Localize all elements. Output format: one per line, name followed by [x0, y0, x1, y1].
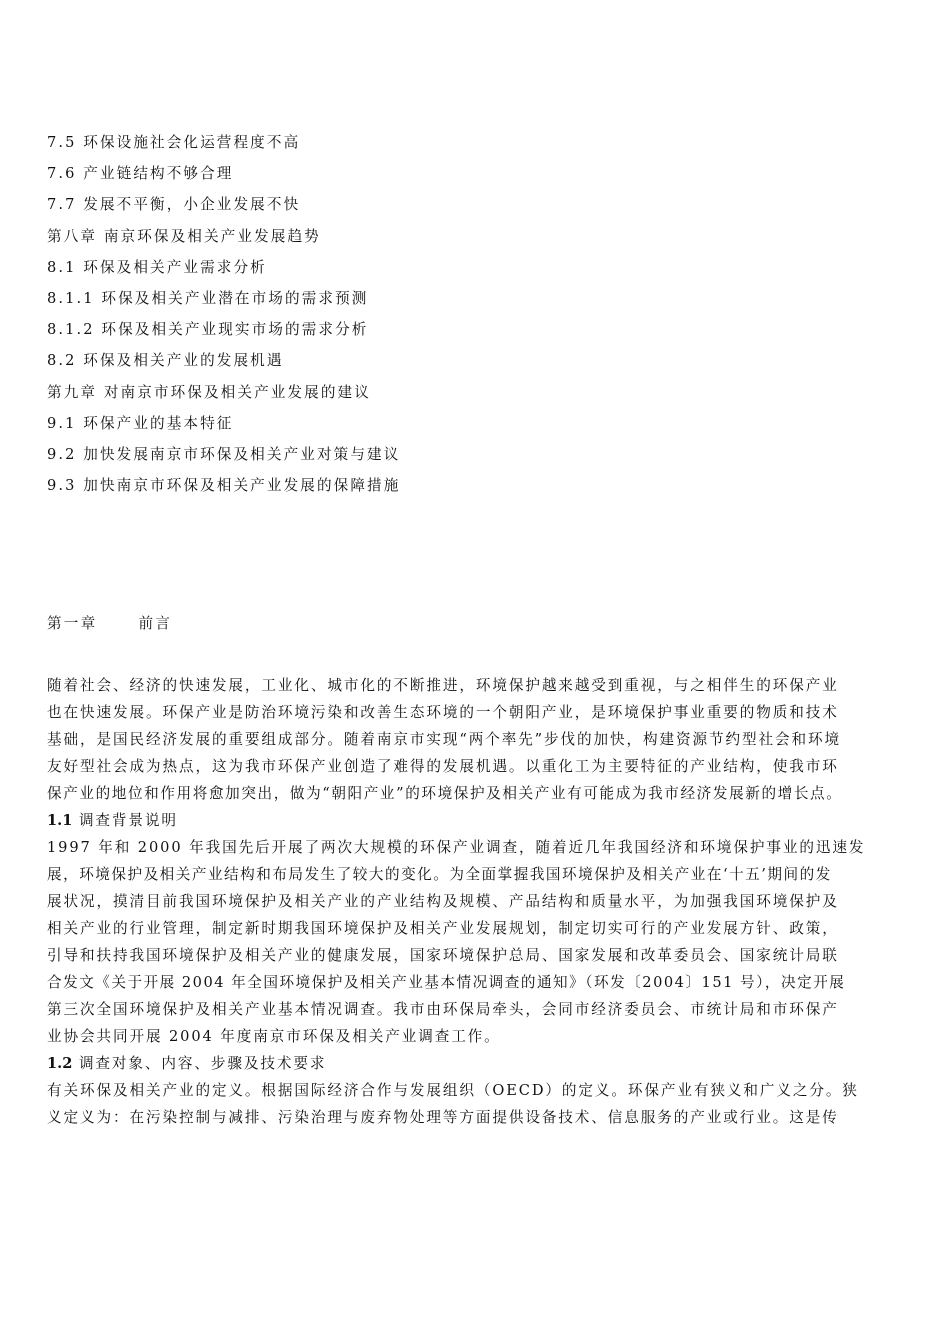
toc-item: 8.2 环保及相关产业的发展机遇 — [47, 352, 284, 370]
toc-item: 第九章 对南京市环保及相关产业发展的建议 — [47, 383, 371, 401]
toc-item: 7.7 发展不平衡，小企业发展不快 — [47, 196, 301, 214]
toc-item: 8.1 环保及相关产业需求分析 — [47, 258, 267, 276]
paragraph-line: 展，环境保护及相关产业结构和布局发生了较大的变化。为全面掌握我国环境保护及相关产业在‘十五’期间的发 — [47, 866, 832, 883]
toc-item: 9.2 加快发展南京市环保及相关产业对策与建议 — [47, 445, 401, 463]
paragraph-line: 业协会共同开展 2004 年度南京市环保及相关产业调查工作。 — [47, 1028, 501, 1045]
paragraph-line: 基础，是国民经济发展的重要组成部分。随着南京市实现“两个率先”步伐的加快，构建资源节约型社会和环境 — [47, 731, 841, 748]
section-number: 1.2 — [47, 1055, 73, 1072]
paragraph-line: 相关产业的行业管理，制定新时期我国环境保护及相关产业发展规划，制定切实可行的产业发展方针、政策， — [47, 920, 839, 937]
toc-item: 第八章 南京环保及相关产业发展趋势 — [47, 227, 321, 245]
section-heading — [47, 1052, 935, 1079]
paragraph-line: 义定义为：在污染控制与减排、污染治理与废弃物处理等方面提供设备技术、信息服务的产业或行业。这是传 — [47, 1109, 839, 1126]
toc-item: 7.6 产业链结构不够合理 — [47, 165, 234, 183]
toc-item: 8.1.1 环保及相关产业潜在市场的需求预测 — [47, 289, 369, 307]
paragraph-line: 第三次全国环境保护及相关产业基本情况调查。我市由环保局牵头，会同市经济委员会、市统计局和市环保产 — [47, 1001, 839, 1018]
paragraph-line: 有关环保及相关产业的定义。根据国际经济合作与发展组织（OECD）的定义。环保产业有狭义和广义之分。狭 — [47, 1082, 859, 1099]
chapter-title: 前言 — [138, 615, 173, 632]
section-paragraph — [47, 836, 935, 1052]
chapter-label: 第一章 — [47, 615, 98, 632]
table-of-contents — [47, 131, 400, 505]
paragraph-line: 保产业的地位和作用将愈加突出，做为“朝阳产业”的环境保护及相关产业有可能成为我市经济发展新的增长点。 — [47, 785, 843, 802]
paragraph-line: 随着社会、经济的快速发展，工业化、城市化的不断推进，环境保护越来越受到重视，与之相伴生的环保产业 — [47, 677, 839, 694]
toc-item: 7.5 环保设施社会化运营程度不高 — [47, 134, 301, 151]
section-paragraph — [47, 1079, 935, 1133]
chapter-body — [47, 674, 935, 1133]
paragraph-line: 合发文《关于开展 2004 年全国环境保护及相关产业基本情况调查的通知》（环发〔2004〕151 号），决定开展 — [47, 974, 846, 991]
section-title: 调查对象、内容、步骤及技术要求 — [78, 1055, 327, 1072]
section-number: 1.1 — [47, 812, 73, 829]
paragraph-line: 展状况，摸清目前我国环境保护及相关产业的产业结构及规模、产品结构和质量水平，为加强我国环境保护及 — [47, 893, 839, 910]
section-heading — [47, 809, 935, 836]
paragraph-line: 也在快速发展。环保产业是防治环境污染和改善生态环境的一个朝阳产业，是环境保护事业重要的物质和技术 — [47, 704, 839, 721]
chapter-heading — [47, 612, 172, 636]
toc-item: 9.1 环保产业的基本特征 — [47, 414, 234, 432]
toc-item: 9.3 加快南京市环保及相关产业发展的保障措施 — [47, 477, 401, 495]
paragraph-line: 友好型社会成为热点，这为我市环保产业创造了难得的发展机遇。以重化工为主要特征的产业结构，使我市环 — [47, 758, 839, 775]
section-title: 调查背景说明 — [78, 812, 178, 829]
toc-item: 8.1.2 环保及相关产业现实市场的需求分析 — [47, 321, 369, 339]
paragraph-line: 1997 年和 2000 年我国先后开展了两次大规模的环保产业调查，随着近几年我国经济和环境保护事业的迅速发 — [47, 839, 866, 856]
intro-paragraph — [47, 674, 935, 809]
paragraph-line: 引导和扶持我国环境保护及相关产业的健康发展，国家环境保护总局、国家发展和改革委员会、国家统计局联 — [47, 947, 839, 964]
